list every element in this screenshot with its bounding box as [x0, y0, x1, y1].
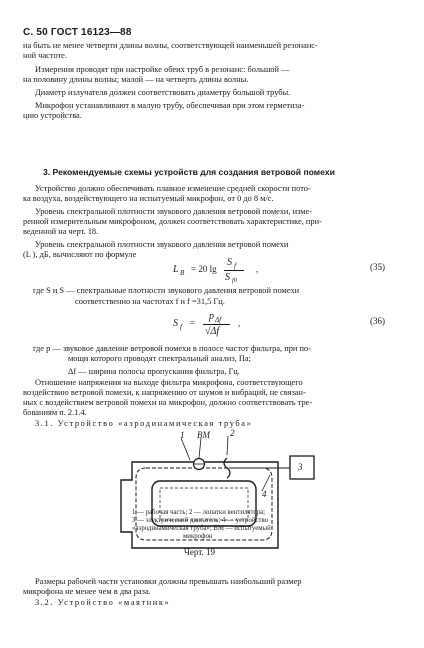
intro-line-1: на быть не менее четверти длины волны, соответствующей наименьшей резонанс-	[23, 41, 318, 50]
where2-line-5: воздействию ветровой помехи, к напряжению от шумов и вибраций, не связан-	[23, 388, 306, 397]
body-line-3: Уровень спектральной плотности звукового давления ветровой помехи, изме-	[35, 207, 313, 216]
eq35-lhs-sub: B	[180, 269, 185, 277]
eq36-lhs-sub: f	[180, 323, 182, 331]
intro-line-7: цию устройства.	[23, 111, 82, 120]
eq35-denominator-sub: f0	[232, 277, 238, 284]
body-line-7: (L ), дБ, вычисляют по формуле	[23, 250, 137, 259]
body-line-2: ка воздуха, воздействующего на испытуемый микрофон, от 0 до 8 м/с.	[23, 194, 274, 203]
diagram-caption-line-3: «аэродинамическая труба»; ВМ — испытуемый	[132, 525, 271, 532]
eq36-numerator: p	[209, 311, 214, 322]
intro-line-5: Диаметр излучателя должен соответствовать диаметру большой трубы.	[35, 88, 291, 97]
body-line-4: ренной измерительным микрофоном, должен соответствовать характеристике, при-	[23, 217, 322, 226]
diagram-caption-line-2: 3 — электрический двигатель; 4 — устройство	[132, 517, 269, 524]
section-3-heading: 3. Рекомендуемые схемы устройств для создания ветровой помехи	[43, 167, 335, 177]
subsection-3-1: 3.1. Устройство «аэродинамическая труба»	[35, 419, 253, 428]
eq35-lhs: L	[173, 264, 179, 275]
where2-line-6: ных с воздействием ветровой помехи на микрофон, должно соответствовать тре-	[23, 398, 313, 407]
eq35-body: = 20 lg	[191, 264, 217, 274]
tail-line-2: микрофона не менее чем в два раза.	[23, 587, 151, 596]
eq36-numerator-sub: Δf	[215, 316, 222, 324]
body-line-5: веденной на черт. 18.	[23, 227, 99, 236]
intro-line-4: на половину длины волны; малой — на четверть длины волны.	[23, 75, 249, 84]
where2-line-4: Отношение напряжения на выходе фильтра микрофона, соответствующего	[35, 378, 303, 387]
page-header: С. 50 ГОСТ 16123—88	[23, 27, 132, 38]
body-line-1: Устройство должно обеспечивать плавное изменение средней скорости пото-	[35, 184, 311, 193]
diagram-label-4: 4	[262, 489, 267, 499]
eq35-numerator: S	[227, 257, 232, 268]
diagram-label-2: 2	[230, 428, 235, 438]
leader-2	[227, 436, 228, 455]
body-line-6: Уровень спектральной плотности звукового давления ветровой помехи	[35, 240, 289, 249]
eq36-lhs: S	[173, 318, 178, 329]
diagram-label-3: 3	[298, 462, 303, 472]
where1-line-1: где S и S — спектральные плотности звукового давления ветровой помехи	[33, 286, 300, 295]
eq36-number: (36)	[370, 316, 385, 326]
diagram-label-vm: ВМ	[197, 430, 210, 440]
tail-line-1: Размеры рабочей части установки должны превышать наибольший размер	[35, 577, 302, 586]
where2-line-7: бованиям п. 2.1.4.	[23, 408, 87, 417]
leader-vm	[199, 438, 201, 458]
eq35-number: (35)	[370, 262, 385, 272]
eq35-comma: ,	[256, 264, 259, 274]
subsection-3-2: 3.2. Устройство «маятник»	[35, 598, 171, 607]
where2-line-2: мощи которого проводят спектральный анализ, Па;	[68, 354, 251, 363]
intro-line-6: Микрофон устанавливают в малую трубу, обеспечивая при этом герметиза-	[35, 101, 305, 110]
intro-line-2: ной частоте.	[23, 51, 67, 60]
intro-line-3: Измерения проводят при настройке обеих труб в резонанс: большой —	[35, 65, 290, 74]
eq36-comma: ,	[238, 318, 241, 328]
eq35-numerator-sub: f	[234, 262, 236, 270]
eq36-denominator: √Δf	[205, 326, 220, 337]
eq35-denominator: S	[225, 272, 230, 283]
figure-label: Черт. 19	[184, 547, 215, 557]
where2-line-3: Δf — ширина полосы пропускания фильтра, Гц.	[68, 367, 240, 376]
leader-1	[181, 438, 190, 460]
where2-line-1: где p — звуковое давление ветровой помехи в полосе частот фильтра, при по-	[33, 344, 311, 353]
diagram-caption-line-4: микрофон	[183, 533, 213, 540]
diagram-caption-line-1: 1 — рабочая часть; 2 — лопатки вентилятора;	[132, 509, 266, 516]
where1-line-2: соответственно на частотах f и f =31,5 Гц.	[75, 297, 225, 306]
eq36-equals: =	[190, 318, 196, 328]
diagram-label-1: 1	[180, 430, 185, 440]
